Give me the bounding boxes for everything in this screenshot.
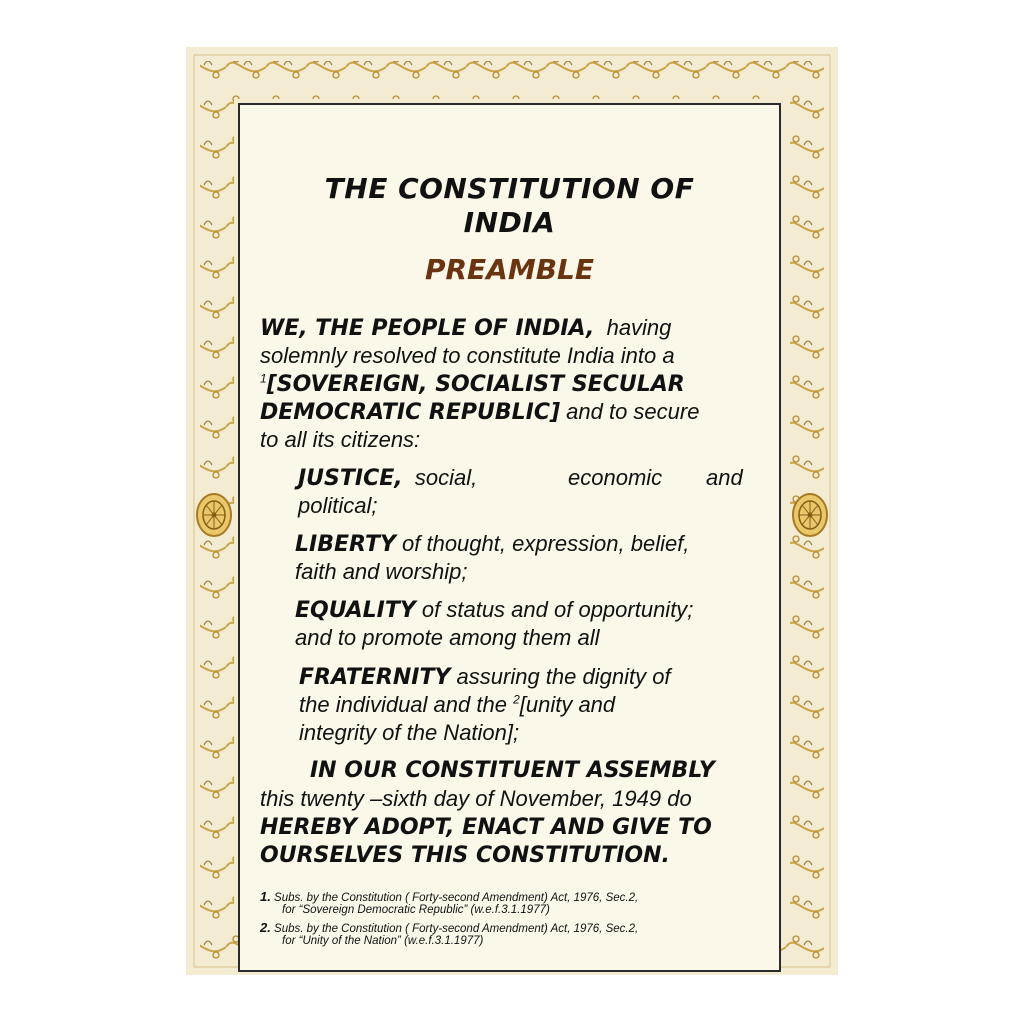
- text-span: of thought, expression, belief,: [402, 531, 690, 556]
- preamble-line: [260, 315, 671, 341]
- bold-phrase: DEMOCRATIC REPUBLIC]: [260, 400, 561, 425]
- text-span: the individual and the: [299, 692, 507, 717]
- footnote-text: Subs. by the Constitution ( Forty-second Amendment) Act, 1976, Sec.2,: [274, 923, 639, 935]
- text-span: of status and of opportunity;: [421, 597, 694, 622]
- bold-phrase: [SOVEREIGN, SOCIALIST SECULAR: [266, 372, 685, 397]
- certificate-sheet: [186, 47, 838, 975]
- adopt-line-2: OURSELVES THIS CONSTITUTION.: [260, 843, 670, 868]
- text-span: [unity and: [519, 692, 616, 717]
- fraternity-line: [299, 664, 671, 690]
- text-span: and: [706, 465, 743, 490]
- document-title-line-2: INDIA: [463, 206, 556, 239]
- preamble-line: to all its citizens:: [260, 427, 421, 452]
- bold-phrase: WE, THE PEOPLE OF INDIA,: [260, 316, 595, 341]
- liberty-line-2: faith and worship;: [295, 559, 468, 584]
- text-span: and to secure: [566, 399, 700, 424]
- footnote-1-line-2: for “Sovereign Democratic Republic” (w.e.f.3.1.1977): [282, 904, 550, 916]
- liberty-line: [295, 531, 689, 557]
- equality-line: [295, 597, 693, 623]
- footnote-1: [260, 889, 638, 904]
- bold-phrase: JUSTICE,: [298, 466, 403, 491]
- footnote-ref: 2: [513, 692, 520, 707]
- equality-line-2: and to promote among them all: [295, 625, 600, 650]
- preamble-panel: [238, 103, 781, 972]
- text-span: economic: [568, 465, 663, 490]
- ashoka-chakra-icon: [194, 491, 234, 539]
- footnote-2: [260, 920, 638, 935]
- assembly-line: IN OUR CONSTITUENT ASSEMBLY: [310, 758, 715, 783]
- justice-line: [298, 465, 477, 491]
- footnote-text: Subs. by the Constitution ( Forty-second Amendment) Act, 1976, Sec.2,: [274, 892, 639, 904]
- bold-phrase: EQUALITY: [295, 598, 416, 623]
- footnote-2-line-2: for “Unity of the Nation” (w.e.f.3.1.1977): [282, 935, 484, 947]
- text-span: having: [606, 315, 672, 340]
- text-span: social,: [414, 465, 478, 490]
- document-title-line-1: THE CONSTITUTION OF: [324, 172, 695, 205]
- footnote-number: 1.: [260, 889, 271, 904]
- adopt-line-1: HEREBY ADOPT, ENACT AND GIVE TO: [260, 815, 712, 840]
- assembly-line-2: this twenty –sixth day of November, 1949 do: [260, 786, 692, 811]
- preamble-line: [260, 399, 699, 425]
- fraternity-line-3: integrity of the Nation];: [299, 720, 520, 745]
- ashoka-chakra-icon: [790, 491, 830, 539]
- bold-phrase: LIBERTY: [295, 532, 396, 557]
- footnote-number: 2.: [260, 920, 271, 935]
- text-span: assuring the dignity of: [456, 664, 671, 689]
- preamble-heading: PREAMBLE: [424, 253, 595, 286]
- footnote-ref: 1: [260, 371, 267, 386]
- fraternity-line-2: [299, 692, 615, 718]
- preamble-line: solemnly resolved to constitute India into a: [260, 343, 675, 368]
- bold-phrase: FRATERNITY: [299, 665, 451, 690]
- justice-line-2: political;: [298, 493, 378, 518]
- preamble-line: [260, 371, 685, 397]
